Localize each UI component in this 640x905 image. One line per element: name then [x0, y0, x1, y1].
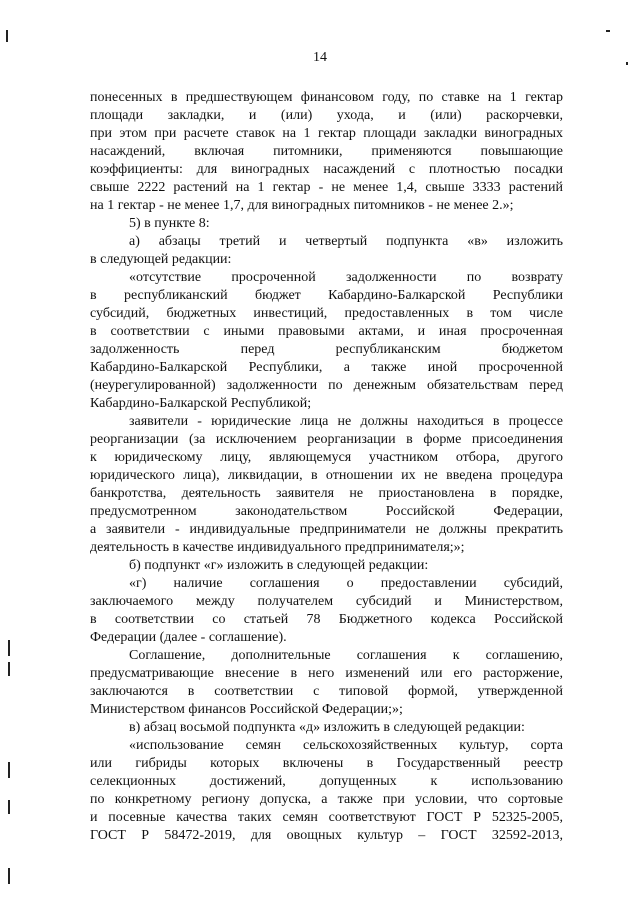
- text-line: банкротства, деятельность заявителя не приостановлена в порядке,: [90, 486, 563, 501]
- text-line: Кабардино-Балкарской Республикой;: [90, 396, 312, 411]
- text-line: и посевные качества таких семян соответствуют ГОСТ Р 52325-2005,: [90, 810, 563, 825]
- text-line: в соответствии с иными правовыми актами, и иная просроченная: [90, 324, 563, 339]
- document-body: [90, 89, 563, 845]
- text-line: предусматривающие внесение в него изменений или его расторжение,: [90, 666, 563, 681]
- text-line: деятельность в качестве индивидуального предпринимателя;»;: [90, 540, 465, 555]
- text-line: к юридическому лицу, являющемуся участником отбора, другого: [90, 450, 563, 465]
- scan-artifact: [8, 800, 10, 814]
- text-line: в республиканский бюджет Кабардино-Балкарской Республики: [90, 288, 563, 303]
- text-line: реорганизации (за исключением реорганизации в форме присоединения: [90, 432, 563, 447]
- text-line: в следующей редакции:: [90, 252, 232, 267]
- text-line: или гибриды которых включены в Государственный реестр: [90, 756, 563, 771]
- text-line: Федерации (далее - соглашение).: [90, 630, 287, 645]
- text-line: предусмотренном законодательством Российской Федерации,: [90, 504, 563, 519]
- scan-artifact: [6, 30, 8, 42]
- text-line: понесенных в предшествующем финансовом году, по ставке на 1 гектар: [90, 90, 563, 105]
- text-line: а) абзацы третий и четвертый подпункта «в» изложить: [129, 234, 563, 249]
- text-line: (неурегулированной) задолженности по денежным обязательствам перед: [90, 378, 563, 393]
- page-number: 14: [313, 50, 327, 65]
- text-line: в соответствии со статьей 78 Бюджетного кодекса Российской: [90, 612, 563, 627]
- scan-artifact: [8, 762, 10, 778]
- scan-artifact: [8, 662, 10, 676]
- text-line: задолженность перед республиканским бюджетом: [90, 342, 563, 357]
- text-line: свыше 2222 растений на 1 гектар - не менее 1,4, свыше 3333 растений: [90, 180, 563, 195]
- text-line: Министерством финансов Российской Федерации;»;: [90, 702, 403, 717]
- scan-artifact: [626, 62, 628, 65]
- text-line: по конкретному региону допуска, а также при условии, что сортовые: [90, 792, 563, 807]
- text-line: субсидий, бюджетных инвестиций, предоставленных в том числе: [90, 306, 563, 321]
- text-line: а заявители - индивидуальные предприниматели не должны прекратить: [90, 522, 563, 537]
- scan-artifact: [606, 30, 610, 32]
- text-line: коэффициенты: для виноградных насаждений с плотностью посадки: [90, 162, 563, 177]
- scan-artifact: [8, 640, 10, 656]
- text-line: «использование семян сельскохозяйственных культур, сорта: [129, 738, 563, 753]
- text-line: селекционных достижений, допущенных к использованию: [90, 774, 563, 789]
- text-line: насаждений, включая питомники, применяются повышающие: [90, 144, 563, 159]
- text-line: на 1 гектар - не менее 1,7, для виноградных питомников - не менее 2.»;: [90, 198, 514, 213]
- text-line: б) подпункт «г» изложить в следующей редакции:: [129, 558, 429, 573]
- text-line: «г) наличие соглашения о предоставлении субсидий,: [129, 576, 563, 591]
- scan-artifact: [8, 868, 10, 884]
- text-line: юридического лица), ликвидации, в отношении их не введена процедура: [90, 468, 563, 483]
- text-line: Кабардино-Балкарской Республики, а также иной просроченной: [90, 360, 563, 375]
- text-line: заключаются в соответствии с типовой формой, утвержденной: [90, 684, 563, 699]
- text-line: площади закладки, и (или) ухода, и (или) раскорчевки,: [90, 108, 563, 123]
- text-line: при этом при расчете ставок на 1 гектар площади закладки виноградных: [90, 126, 563, 141]
- text-line: Соглашение, дополнительные соглашения к соглашению,: [129, 648, 563, 663]
- text-line: ГОСТ Р 58472-2019, для овощных культур – ГОСТ 32592-2013,: [90, 828, 563, 843]
- text-line: в) абзац восьмой подпункта «д» изложить в следующей редакции:: [129, 720, 525, 735]
- text-line: заявители - юридические лица не должны находиться в процессе: [129, 414, 563, 429]
- text-line: 5) в пункте 8:: [129, 216, 210, 231]
- text-line: «отсутствие просроченной задолженности по возврату: [129, 270, 563, 285]
- text-line: заключаемого между получателем субсидий и Министерством,: [90, 594, 563, 609]
